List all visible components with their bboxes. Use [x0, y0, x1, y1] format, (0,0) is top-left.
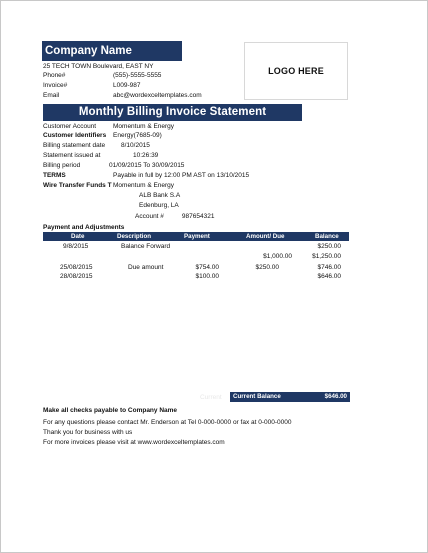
payments-table-header: [43, 232, 349, 241]
invoice-row: [43, 82, 140, 89]
col-payment: Payment: [184, 233, 210, 240]
company-name: Company Name: [42, 41, 182, 61]
email-label: Email: [43, 92, 60, 99]
billing-date-row: [43, 142, 150, 149]
logo-placeholder: LOGO HERE: [244, 42, 348, 100]
current-balance-bar: [230, 392, 350, 402]
more-invoices-note: For more invoices please visit at www.wordexceltemplates.com: [43, 439, 225, 446]
wire-transfer-label: Wire Transfer Funds T: [43, 182, 112, 189]
row4-payment: $100.00: [195, 273, 219, 280]
email-value: abc@wordexceltemplates.com: [113, 92, 202, 99]
statement-issued-value: 10:26:39: [133, 152, 159, 159]
billing-date-label: Billing statement date: [43, 142, 106, 149]
customer-account-label: Customer Account: [43, 123, 97, 130]
current-balance-label: Current Balance: [233, 393, 281, 400]
phone-value: (555)-5555-5555: [113, 72, 162, 79]
phone-label: Phone#: [43, 72, 66, 79]
bank-city: Edenburg, LA: [139, 202, 179, 209]
wire-transfer-row: [43, 182, 174, 189]
terms-row: [43, 172, 249, 179]
phone-row: [43, 72, 161, 79]
statement-issued-row: [43, 152, 158, 159]
col-description: Description: [117, 233, 152, 240]
current-balance-value: $646.00: [324, 393, 347, 400]
col-amount-due: Amount/ Due: [246, 233, 285, 240]
payments-section-title: Payment and Adjustments: [43, 224, 125, 231]
account-value: 987654321: [181, 213, 215, 220]
terms-label: TERMS: [43, 172, 66, 179]
row1-date: 9/8/2015: [63, 243, 89, 250]
billing-date-value: 8/10/2015: [121, 142, 150, 149]
row4-date: 28/08/2015: [60, 273, 93, 280]
row3-date: 25/08/2015: [60, 264, 93, 271]
row2-balance: $1,250.00: [312, 253, 341, 260]
col-balance: Balance: [315, 233, 339, 240]
col-date: Date: [71, 233, 85, 240]
billing-period-label: Billing period: [43, 162, 81, 169]
billing-period-row: [43, 162, 184, 169]
account-row: [135, 213, 214, 220]
billing-period-value: 01/09/2015 To 30/09/2015: [109, 162, 185, 169]
row2-amount-due: $1,000.00: [263, 253, 292, 260]
statement-issued-label: Statement issued at: [43, 152, 101, 159]
customer-account-row: [43, 123, 174, 130]
invoice-value: L009-987: [113, 82, 141, 89]
customer-identifiers-label: Customer Identifiers: [43, 132, 107, 139]
row3-amount-due: $250.00: [255, 264, 279, 271]
questions-note: For any questions please contact Mr. Enderson at Tel 0-000-0000 or fax at 0-000-0000: [43, 419, 292, 426]
terms-value: Payable in full by 12:00 PM AST on 13/10/2015: [113, 172, 250, 179]
bank-name: ALB Bank S.A: [139, 192, 181, 199]
customer-identifiers-value: Energy(7685-09): [113, 132, 162, 139]
thanks-note: Thank you for business with us: [43, 429, 133, 436]
row3-description: Due amount: [128, 264, 164, 271]
customer-account-value: Momentum & Energy: [113, 123, 175, 130]
invoice-label: Invoice#: [43, 82, 68, 89]
row1-description: Balance Forward: [121, 243, 171, 250]
row3-payment: $754.00: [195, 264, 219, 271]
checks-note: Make all checks payable to Company Name: [43, 407, 178, 414]
statement-title: Monthly Billing Invoice Statement: [43, 104, 302, 121]
wire-transfer-name: Momentum & Energy: [113, 182, 175, 189]
account-label: Account #: [135, 213, 164, 220]
current-ghost-label: Current: [200, 394, 222, 401]
row4-balance: $646.00: [317, 273, 341, 280]
company-address: 25 TECH TOWN Boulevard, EAST NY: [43, 63, 154, 70]
row3-balance: $746.00: [317, 264, 341, 271]
customer-identifiers-row: [43, 132, 162, 139]
row1-balance: $250.00: [317, 243, 341, 250]
email-row: [43, 92, 202, 99]
